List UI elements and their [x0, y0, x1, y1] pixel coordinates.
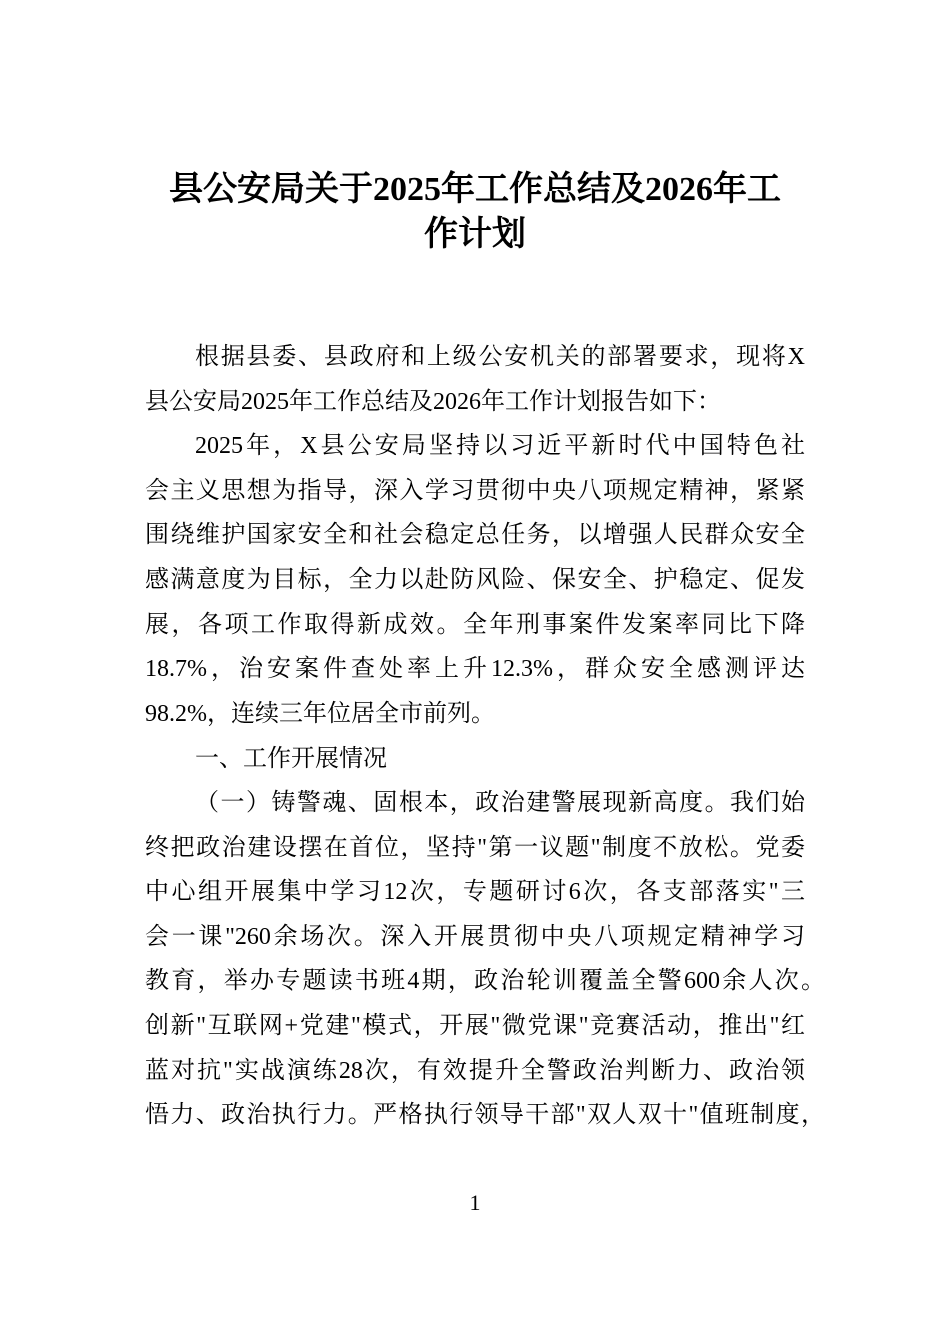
- document-title-line-1: 县公安局关于2025年工作总结及2026年工: [169, 171, 781, 208]
- paragraph-summary-line: 2025年，X县公安局坚持以习近平新时代中国特色社: [195, 433, 805, 460]
- page-number: 1: [469, 1190, 481, 1215]
- paragraph-summary-line: 感满意度为目标，全力以赴防风险、保安全、护稳定、促发: [145, 566, 805, 593]
- paragraph-section-1-line: （一）铸警魂、固根本，政治建警展现新高度。我们始: [195, 789, 805, 816]
- paragraph-section-1-line: 蓝对抗"实战演练28次，有效提升全警政治判断力、政治领: [145, 1057, 805, 1084]
- document-title-line-2: 作计划: [424, 216, 526, 253]
- paragraph-summary-line: 98.2%，连续三年位居全市前列。: [145, 700, 495, 727]
- paragraph-summary-line: 会主义思想为指导，深入学习贯彻中央八项规定精神，紧紧: [145, 477, 805, 504]
- paragraph-intro-line: 县公安局2025年工作总结及2026年工作计划报告如下：: [145, 388, 721, 415]
- document-body: [145, 335, 825, 1138]
- paragraph-section-1-line: 终把政治建设摆在首位，坚持"第一议题"制度不放松。党委: [145, 834, 805, 861]
- paragraph-section-1-line: 教育，举办专题读书班4期，政治轮训覆盖全警600余人次。: [145, 968, 825, 995]
- section-heading: 一、工作开展情况: [195, 744, 387, 773]
- paragraph-section-1-line: 创新"互联网+党建"模式，开展"微党课"竞赛活动，推出"红: [145, 1012, 805, 1039]
- paragraph-intro-line: 根据县委、县政府和上级公安机关的部署要求，现将X: [195, 344, 805, 370]
- paragraph-section-1-line: 会一课"260余场次。深入开展贯彻中央八项规定精神学习: [145, 923, 805, 950]
- paragraph-summary-line: 围绕维护国家安全和社会稳定总任务，以增强人民群众安全: [145, 522, 805, 549]
- paragraph-section-1-line: 悟力、政治执行力。严格执行领导干部"双人双十"值班制度，: [145, 1102, 825, 1129]
- paragraph-summary-line: 展，各项工作取得新成效。全年刑事案件发案率同比下降: [145, 611, 805, 638]
- paragraph-section-1-line: 中心组开展集中学习12次，专题研讨6次，各支部落实"三: [145, 879, 805, 906]
- paragraph-summary-line: 18.7%，治安案件查处率上升12.3%，群众安全感测评达: [145, 656, 805, 683]
